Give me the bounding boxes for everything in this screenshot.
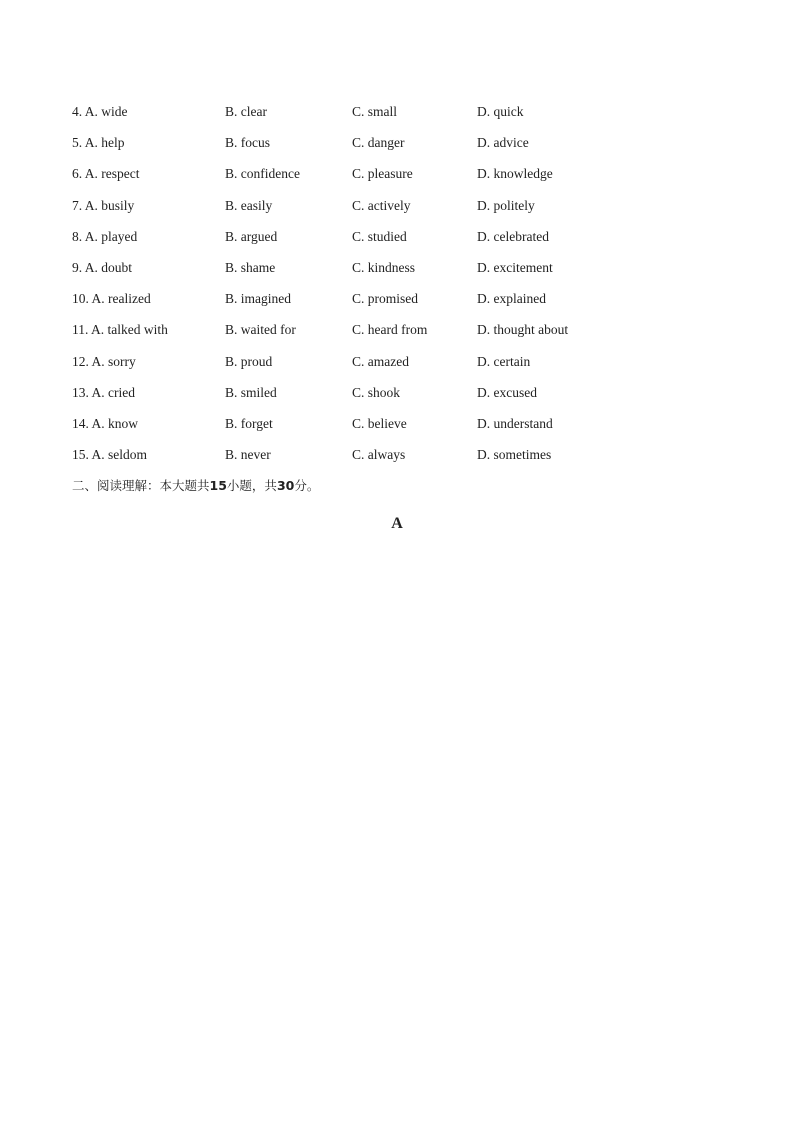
option-a: 8. A. played: [72, 228, 138, 244]
option-b: B. focus: [225, 135, 270, 151]
option-c: C. promised: [352, 291, 418, 307]
option-c: C. amazed: [352, 353, 409, 369]
option-c: C. shook: [352, 384, 401, 400]
passage-title: A: [391, 515, 403, 532]
option-d: D. excused: [477, 384, 537, 400]
option-d: D. politely: [477, 197, 535, 213]
option-b: B. forget: [225, 415, 273, 431]
option-d: D. understand: [477, 415, 553, 431]
question-row-11: [72, 319, 632, 350]
option-b: B. clear: [225, 104, 267, 119]
option-c: C. studied: [352, 228, 407, 244]
section-heading: [72, 476, 319, 496]
option-b: B. shame: [225, 259, 276, 275]
question-row-9: [72, 257, 632, 288]
question-row-4: [72, 101, 632, 132]
option-d: D. knowledge: [477, 166, 553, 182]
option-c: C. small: [352, 104, 398, 119]
option-c: C. always: [352, 447, 406, 463]
option-d: D. excitement: [477, 259, 553, 275]
question-row-8: [72, 226, 632, 257]
question-row-13: [72, 382, 632, 413]
option-b: B. waited for: [225, 322, 296, 338]
question-row-12: [72, 351, 632, 382]
option-a: 4. A. wide: [72, 104, 128, 119]
option-c: C. danger: [352, 135, 405, 151]
option-b: B. proud: [225, 353, 273, 369]
option-b: B. easily: [225, 197, 273, 213]
option-c: C. heard from: [352, 322, 428, 338]
answer-options-list: [72, 101, 632, 475]
option-d: D. sometimes: [477, 447, 552, 463]
option-a: 10. A. realized: [72, 291, 151, 307]
option-a: 6. A. respect: [72, 166, 140, 182]
option-a: 11. A. talked with: [72, 322, 168, 338]
option-c: C. believe: [352, 415, 407, 431]
question-row-14: [72, 413, 632, 444]
option-a: 5. A. help: [72, 135, 125, 151]
question-row-5: [72, 132, 632, 163]
option-c: C. actively: [352, 197, 411, 213]
option-a: 9. A. doubt: [72, 259, 133, 275]
section-question-count: 15: [209, 478, 227, 493]
option-d: D. quick: [477, 104, 524, 119]
option-c: C. kindness: [352, 259, 416, 275]
option-d: D. celebrated: [477, 228, 549, 244]
option-b: B. never: [225, 447, 271, 463]
option-b: B. imagined: [225, 291, 291, 307]
question-row-7: [72, 195, 632, 226]
option-d: D. explained: [477, 291, 546, 307]
option-a: 15. A. seldom: [72, 447, 148, 463]
section-suffix: 分。: [294, 478, 320, 493]
option-d: D. certain: [477, 353, 531, 369]
section-prefix: 二、阅读理解：本大题共: [72, 478, 210, 493]
option-b: B. confidence: [225, 166, 300, 182]
option-a: 7. A. busily: [72, 197, 135, 213]
option-b: B. smiled: [225, 384, 277, 400]
option-d: D. thought about: [477, 322, 569, 338]
question-row-10: [72, 288, 632, 319]
option-a: 13. A. cried: [72, 384, 135, 400]
option-d: D. advice: [477, 135, 529, 151]
question-row-6: [72, 163, 632, 194]
question-row-15: [72, 444, 632, 475]
option-a: 14. A. know: [72, 415, 139, 431]
section-middle: 小题，共: [226, 478, 277, 493]
option-c: C. pleasure: [352, 166, 413, 182]
option-b: B. argued: [225, 228, 278, 244]
section-score: 30: [276, 478, 295, 493]
option-a: 12. A. sorry: [72, 353, 136, 369]
